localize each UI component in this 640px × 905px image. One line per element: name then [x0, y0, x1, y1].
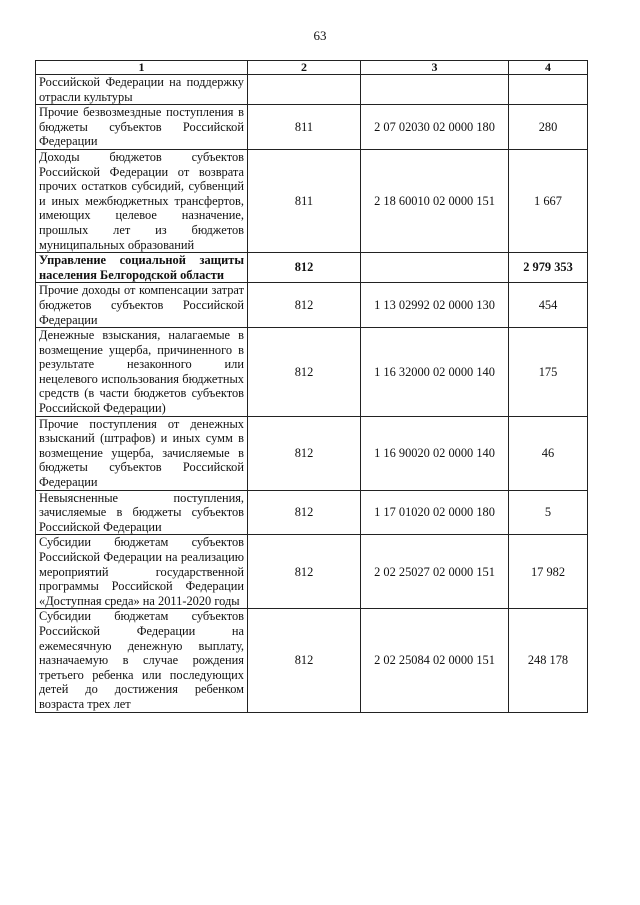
row-amount: 454: [509, 283, 588, 328]
row-admin-code: 812: [248, 535, 361, 609]
row-admin-code: 811: [248, 149, 361, 252]
row-amount: 248 178: [509, 609, 588, 712]
row-budget-code: 1 13 02992 02 0000 130: [361, 283, 509, 328]
row-budget-code: [361, 253, 509, 283]
row-admin-code: 811: [248, 105, 361, 150]
row-admin-code: 812: [248, 253, 361, 283]
row-amount: 17 982: [509, 535, 588, 609]
row-admin-code: 812: [248, 283, 361, 328]
row-description: Доходы бюджетов субъектов Российской Федерации от возврата прочих остатков субсидий, субвенций и иных межбюджетных трансфертов, имеющих целевое назначение, прошлых лет из бюджетов муниципальных образований: [36, 149, 248, 252]
row-description: Субсидии бюджетам субъектов Российской Федерации на ежемесячную денежную выплату, назначаемую в случае рождения третьего ребенка или последующих детей до достижения ребенком возраста трех лет: [36, 609, 248, 712]
table-row: [36, 105, 588, 150]
column-header-2: 2: [248, 61, 361, 75]
row-description: Прочие доходы от компенсации затрат бюджетов субъектов Российской Федерации: [36, 283, 248, 328]
row-budget-code: 2 07 02030 02 0000 180: [361, 105, 509, 150]
row-amount: 5: [509, 490, 588, 535]
row-admin-code: [248, 75, 361, 105]
column-header-3: 3: [361, 61, 509, 75]
row-amount: 46: [509, 416, 588, 490]
revenue-table: [35, 60, 588, 713]
table-row: [36, 328, 588, 417]
row-admin-code: 812: [248, 328, 361, 417]
page-number: 63: [313, 28, 327, 43]
row-budget-code: 1 17 01020 02 0000 180: [361, 490, 509, 535]
row-admin-code: 812: [248, 416, 361, 490]
row-budget-code: [361, 75, 509, 105]
table-row: [36, 490, 588, 535]
row-budget-code: 1 16 32000 02 0000 140: [361, 328, 509, 417]
row-amount: 1 667: [509, 149, 588, 252]
row-description: Субсидии бюджетам субъектов Российской Федерации на реализацию мероприятий государственной программы Российской Федерации «Доступная среда» на 2011-2020 годы: [36, 535, 248, 609]
row-amount: [509, 75, 588, 105]
row-admin-code: 812: [248, 609, 361, 712]
row-budget-code: 2 02 25027 02 0000 151: [361, 535, 509, 609]
row-budget-code: 2 02 25084 02 0000 151: [361, 609, 509, 712]
table-row: [36, 416, 588, 490]
table-row: [36, 609, 588, 712]
row-amount: 280: [509, 105, 588, 150]
column-header-4: 4: [509, 61, 588, 75]
table-row: [36, 149, 588, 252]
row-description: Невыясненные поступления, зачисляемые в бюджеты субъектов Российской Федерации: [36, 490, 248, 535]
table-row: [36, 535, 588, 609]
row-budget-code: 1 16 90020 02 0000 140: [361, 416, 509, 490]
column-header-1: 1: [36, 61, 248, 75]
row-budget-code: 2 18 60010 02 0000 151: [361, 149, 509, 252]
row-description: Прочие безвозмездные поступления в бюджеты субъектов Российской Федерации: [36, 105, 248, 150]
table-row: [36, 75, 588, 105]
row-description: Прочие поступления от денежных взысканий (штрафов) и иных сумм в возмещение ущерба, зачисляемые в бюджеты субъектов Российской Федерации: [36, 416, 248, 490]
row-amount: 2 979 353: [509, 253, 588, 283]
row-amount: 175: [509, 328, 588, 417]
row-description: Денежные взыскания, налагаемые в возмещение ущерба, причиненного в результате незаконного или нецелевого использования бюджетных средств (в части бюджетов субъектов Российской Федерации): [36, 328, 248, 417]
row-description: Российской Федерации на поддержку отрасли культуры: [36, 75, 248, 105]
table-row: [36, 283, 588, 328]
table-header-row: [36, 61, 588, 75]
table-row: [36, 253, 588, 283]
row-admin-code: 812: [248, 490, 361, 535]
row-description: Управление социальной защиты населения Белгородской области: [36, 253, 248, 283]
